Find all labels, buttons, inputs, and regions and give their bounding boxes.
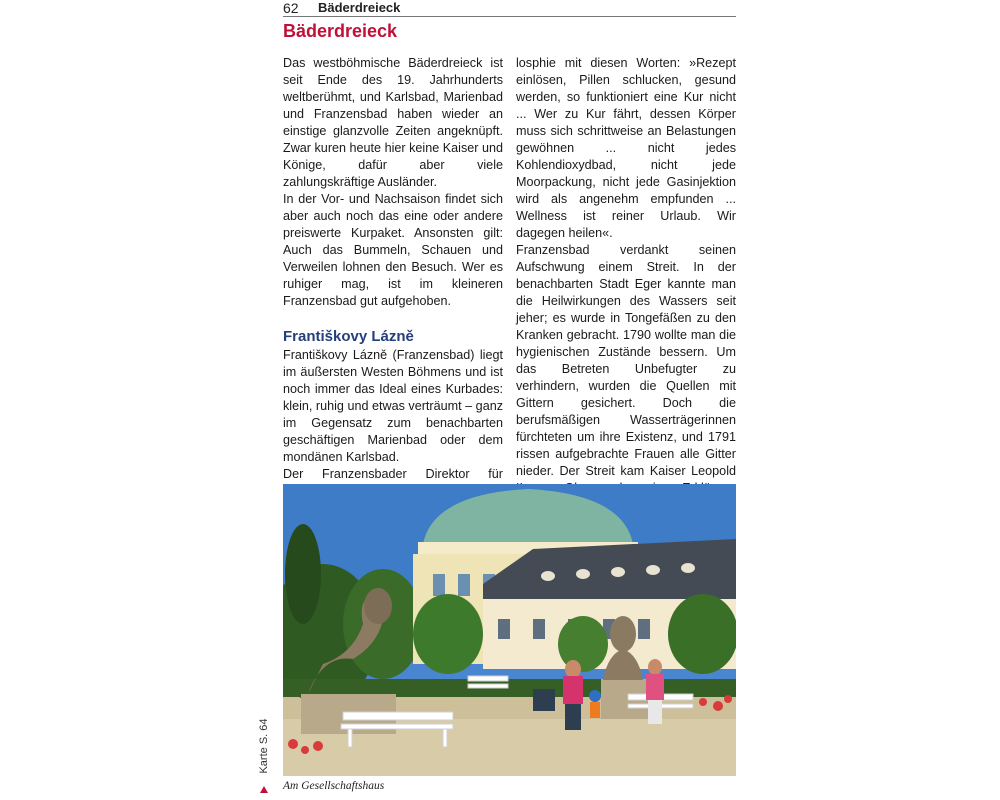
subheading-frantiskovy-lazne: Františkovy Lázně bbox=[283, 328, 414, 345]
quote-paragraph: losphie mit diesen Worten: »Rezept einlösen, Pillen schlucken, gesund werden, so funktioniert eine Kur nicht ... Wer zu Kur fährt, dessen Körper muss sich schrittweise an Belastungen gewöhnen ... nicht jedes Kohlendioxydbad, nicht jede Moorpackung, nicht jede Gasinjektion wird als angenehm empfunden ... Wellness ist reiner Urlaub. Wir dagegen heilen«. bbox=[516, 56, 736, 240]
season-paragraph: In der Vor- und Nachsaison findet sich aber auch noch das eine oder andere preiswerte Kurpaket. Ansonsten gilt: Auch das Bummeln, Schauen und Verweilen lohnen den Besuch. Wer es ruhiger mag, ist im kleineren Franzensbad gut aufgehoben. bbox=[283, 192, 503, 308]
right-column bbox=[516, 55, 736, 548]
section-title: Bäderdreieck bbox=[283, 21, 398, 41]
photo-caption: Am Gesellschaftshaus bbox=[283, 780, 385, 792]
franzensbad-paragraph: Františkovy Lázně (Franzensbad) liegt im äußersten Westen Böhmens und ist noch immer das Ideal eines Kurbades: klein, ruhig und etwas verträumt – ganz im Gegensatz zum benachbarten geschäftigen Marienbad oder dem mondänen Karlsbad. bbox=[283, 348, 503, 464]
map-reference[interactable] bbox=[256, 710, 274, 800]
triangle-marker-icon bbox=[260, 786, 268, 793]
history-paragraph: Franzensbad verdankt seinen Aufschwung einem Streit. In der benachbarten Stadt Eger kannte man die Heilwirkungen des Wassers seit jeher; es wurde in Tongefäßen zu den Kranken gebracht. 1790 wollte man die hygienischen Zustände bessern. Um das Betreten Unbefugter zu verhindern, wurden die Quellen mit Gittern gesichert. Doch die berufsmäßigen Wasserträgerinnen fürchteten um ihre Existenz, und 1791 rissen aufgebrachte Frauen alle Gitter nieder. Der Streit kam Kaiser Leopold bbox=[516, 243, 736, 478]
left-column bbox=[283, 55, 503, 517]
map-reference-label: Karte S. 64 bbox=[258, 718, 270, 774]
director-paragraph: Der Franzensbader Direktor für bbox=[283, 467, 503, 481]
header-rule bbox=[283, 16, 736, 17]
page-number: 62 bbox=[283, 0, 299, 16]
intro-paragraph: Das westböhmische Bäderdreieck ist seit Ende des 19. Jahrhunderts weltberühmt, und Karlsbad, Marienbad und Franzensbad haben wieder an einstige glanzvolle Zeiten angeknüpft. Zwar kuren heute hier keine Kaiser und Könige, dafür aber viele zahlungskräftige Ausländer. bbox=[283, 56, 503, 189]
running-head: Bäderdreieck bbox=[318, 0, 401, 15]
spa-house-photo bbox=[283, 484, 736, 776]
